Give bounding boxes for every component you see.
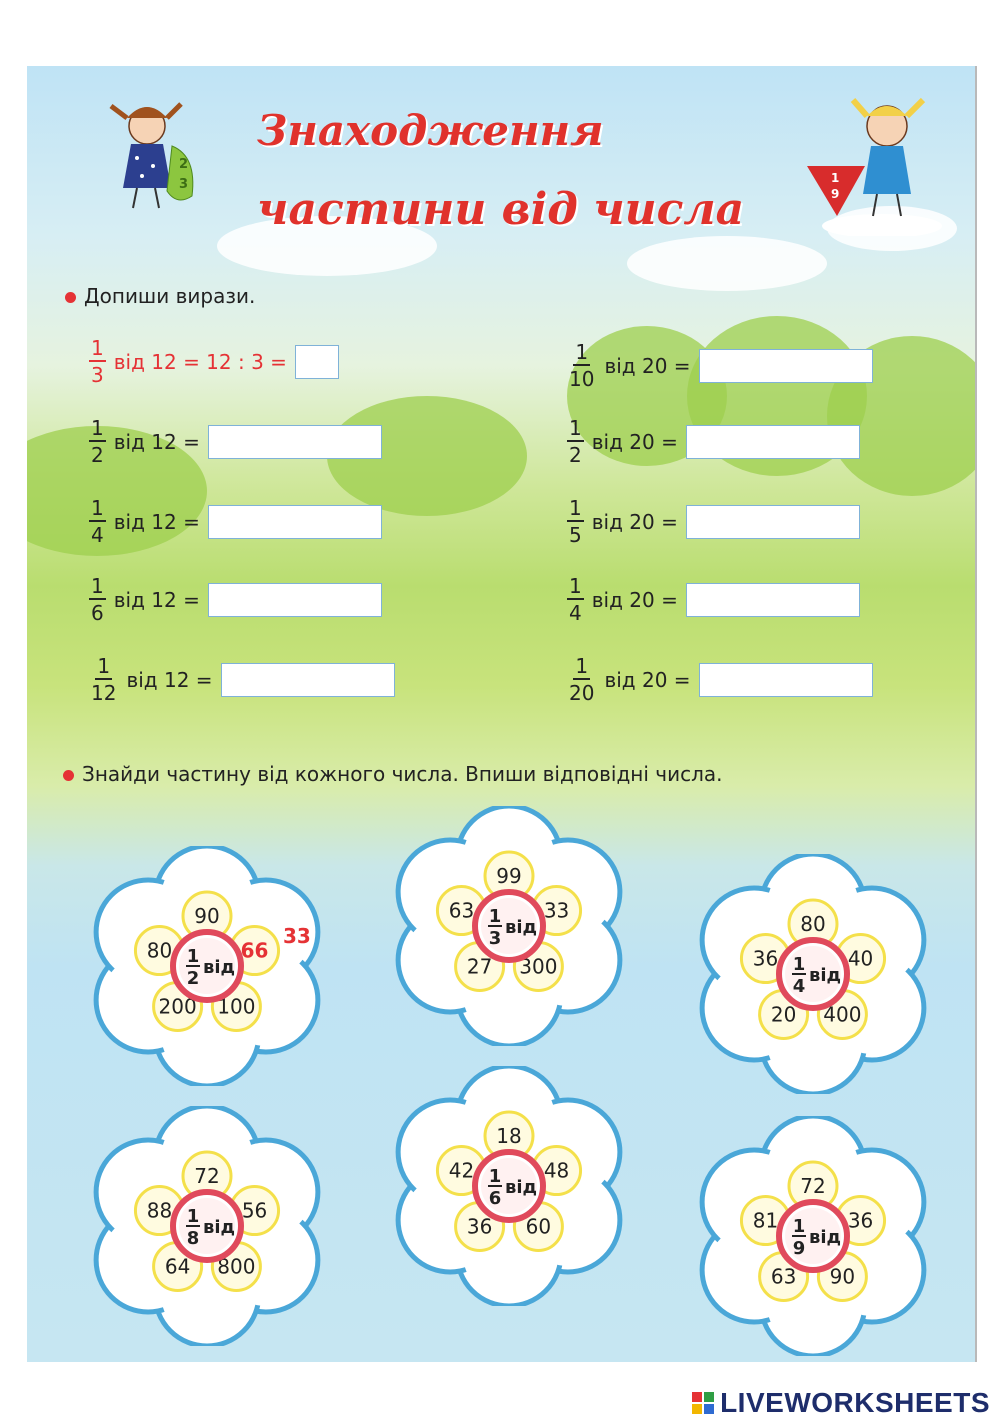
petal-number: 72 [800, 1174, 826, 1198]
answer-box[interactable] [699, 663, 873, 697]
expression-text: від 12 = [126, 667, 213, 692]
center-word: від [808, 965, 842, 986]
answer-box[interactable] [208, 505, 382, 539]
expression-right-5 [567, 656, 873, 703]
petal-number: 36 [466, 1214, 493, 1239]
petal-number: 88 [146, 1198, 173, 1223]
fraction: $\frac{1}{2}$ [569, 416, 582, 467]
girl-right-illustration [787, 86, 947, 236]
girl-right-sign-den: 9 [831, 187, 840, 201]
center-fraction-den: 6 [488, 1188, 502, 1209]
petal-number: 81 [752, 1208, 779, 1233]
girl-left-sign-num: 2 [179, 157, 189, 172]
expression-right-1 [567, 342, 873, 389]
petal-number: 36 [847, 1208, 874, 1233]
center-fraction-den: 9 [792, 1238, 806, 1259]
petal-number: 800 [217, 1254, 256, 1279]
expression-right-3 [567, 498, 860, 545]
answer-box[interactable] [295, 345, 339, 379]
petal-number: 66 [240, 938, 269, 963]
center-fraction-num: 1 [186, 1206, 200, 1227]
petal-number: 60 [525, 1214, 552, 1239]
petal-number: 80 [800, 912, 826, 936]
petal-number: 99 [496, 864, 522, 888]
fraction: $\frac{1}{2}$ [91, 416, 104, 467]
expression-left-4 [89, 576, 382, 623]
petal-number: 64 [164, 1254, 191, 1279]
center-fraction-den: 3 [488, 928, 502, 949]
petal-number: 90 [829, 1264, 856, 1289]
petal-number: 40 [847, 946, 874, 971]
expression-text: від 20 = [604, 353, 691, 378]
petal-number: 200 [158, 994, 197, 1019]
center-word: від [808, 1227, 842, 1248]
girl-right-sign-num: 1 [831, 171, 840, 185]
expression-text: від 12 = [113, 509, 200, 534]
answer-box[interactable] [686, 583, 860, 617]
answer-box[interactable] [686, 425, 860, 459]
fraction: $\frac{1}{5}$ [569, 496, 582, 547]
center-fraction-num: 1 [186, 946, 200, 967]
answer-box[interactable] [208, 425, 382, 459]
expression-text: від 12 = [113, 429, 200, 454]
fraction: $\frac{1}{20}$ [569, 654, 595, 705]
girl-left-illustration [97, 96, 217, 216]
petal-number: 300 [519, 954, 558, 979]
expression-text: від 20 = [604, 667, 691, 692]
center-fraction-den: 4 [792, 976, 806, 997]
center-fraction-num: 1 [792, 1216, 806, 1237]
petal-number: 18 [496, 1124, 522, 1148]
page-title-line2: частини від числа [257, 184, 745, 235]
flower-6 [693, 1116, 933, 1356]
liveworksheets-logo [692, 1387, 990, 1419]
center-word: від [202, 1217, 236, 1238]
logo-icon [692, 1392, 714, 1414]
flower-1 [87, 846, 327, 1086]
flower-5 [389, 1066, 629, 1306]
expression-text: від 20 = [591, 509, 678, 534]
petal-number: 90 [194, 904, 220, 928]
logo-text: LIVEWORKSHEETS [720, 1387, 990, 1418]
petal-number: 80 [146, 938, 173, 963]
expression-left-3 [89, 498, 382, 545]
petal-number: 36 [752, 946, 779, 971]
flower-2 [389, 806, 629, 1046]
answer-box[interactable] [221, 663, 395, 697]
fraction: $\frac{1}{4}$ [91, 496, 104, 547]
expression-left-5 [89, 656, 395, 703]
answer-box[interactable] [699, 349, 873, 383]
fraction: $\frac{1}{12}$ [91, 654, 117, 705]
petal-number: 400 [823, 1002, 862, 1027]
page-title-line1: Знаходження [257, 106, 604, 155]
fraction: $\frac{1}{4}$ [569, 574, 582, 625]
bullet-icon [65, 292, 76, 303]
section2-heading [63, 762, 722, 786]
girl-left-sign-den: 3 [179, 177, 189, 192]
section1-heading-text: Допиши вирази. [84, 284, 256, 308]
petal-number: 63 [448, 898, 475, 923]
petal-number: 42 [448, 1158, 475, 1183]
center-word: від [504, 917, 538, 938]
petal-number: 56 [241, 1198, 268, 1223]
center-fraction-den: 2 [186, 968, 200, 989]
petal-number: 100 [217, 994, 256, 1019]
expression-right-2 [567, 418, 860, 465]
fraction: $\frac{1}{6}$ [91, 574, 104, 625]
section2-heading-text: Знайди частину від кожного числа. Впиши відповідні числа. [82, 762, 723, 786]
center-fraction-num: 1 [488, 906, 502, 927]
expression-text: від 20 = [591, 429, 678, 454]
answer-box[interactable] [686, 505, 860, 539]
expression-left-1 [89, 338, 339, 385]
center-word: від [202, 957, 236, 978]
bullet-icon [63, 770, 74, 781]
expression-right-4 [567, 576, 860, 623]
expression-text: від 12 = [113, 587, 200, 612]
petal-number: 27 [466, 954, 493, 979]
petal-number: 33 [543, 898, 570, 923]
example-answer: 33 [283, 924, 311, 948]
petal-number: 72 [194, 1164, 220, 1188]
worksheet-page [27, 66, 977, 1362]
fraction: $\frac{1}{3}$ [91, 336, 104, 387]
fraction: $\frac{1}{10}$ [569, 340, 595, 391]
flower-3 [693, 854, 933, 1094]
expression-text: від 20 = [591, 587, 678, 612]
petal-number: 63 [770, 1264, 797, 1289]
center-fraction-num: 1 [792, 954, 806, 975]
petal-number: 20 [770, 1002, 797, 1027]
answer-box[interactable] [208, 583, 382, 617]
expression-text: від 12 = 12 : 3 = [113, 349, 287, 374]
cloud [627, 236, 827, 291]
expression-left-2 [89, 418, 382, 465]
petal-number: 48 [543, 1158, 570, 1183]
center-word: від [504, 1177, 538, 1198]
center-fraction-num: 1 [488, 1166, 502, 1187]
flower-4 [87, 1106, 327, 1346]
center-fraction-den: 8 [186, 1228, 200, 1249]
section1-heading [65, 284, 255, 308]
